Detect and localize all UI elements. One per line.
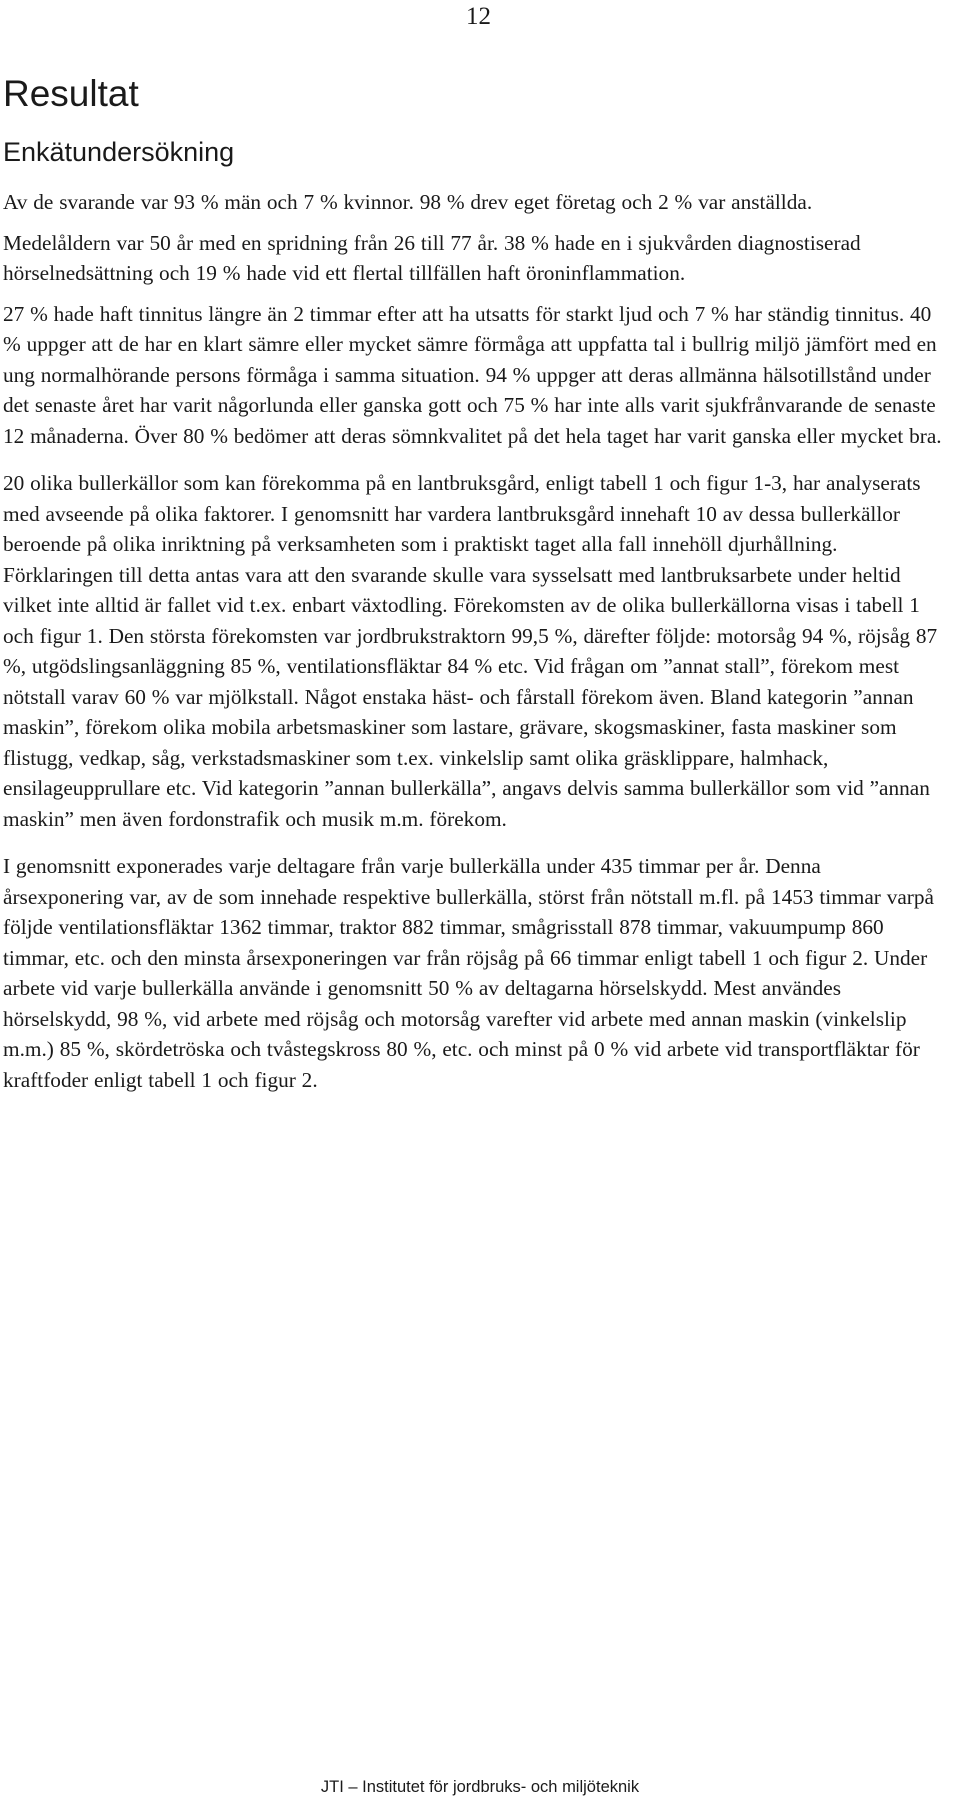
document-body [3,72,943,1095]
paragraph-age-hearing: Medelåldern var 50 år med en spridning från 26 till 77 år. 38 % hade en i sjukvården diagnostiserad hörselnedsättning och 19 % hade vid ett flertal tillfällen haft öroninflammation. [3,230,861,285]
paragraph-respondents: Av de svarande var 93 % män och 7 % kvinnor. 98 % drev eget företag och 2 % var anställda. [3,190,813,214]
page-number: 12 [466,3,491,30]
paragraph-noise-sources: 20 olika bullerkällor som kan förekomma på en lantbruksgård, enligt tabell 1 och figur 1-3, har analyserats med avseende på olika faktorer. I genomsnitt har vardera lantbruksgård innehaft 10 av dessa bullerkällor beroende på olika inriktning på verksamheten som i praktiskt taget alla fall innehöll djurhållning. Förklaringen till detta antas vara att den svarande skulle vara sysselsatt med lantbruksarbete under heltid vilket inte alltid är fallet vid t.ex. enbart växtodling. Förekomsten av de olika bullerkällorna visas i tabell 1 och figur 1. Den största förekomsten var jordbrukstraktorn 99,5 %, därefter följde: motorsåg 94 %, röjsåg 87 %, utgödslingsanläggning 85 %, ventilationsfläktar 84 % etc. Vid frågan om ”annat stall”, förekom mest nötstall varav 60 % var mjölkstall. Något enstaka häst- och fårstall förekom även. Bland kategorin ”annan maskin”, förekom olika mobila arbetsmaskiner som lastare, grävare, skogsmaskiner, fasta maskiner som flistugg, vedkap, såg, verkstadsmaskiner som t.ex. vinkelslip samt olika gräsklippare, halmhack, ensilageupprullare etc. Vid kategorin ”annan bullerkälla”, angavs delvis samma bullerkällor som vid ”annan maskin” men även fordonstrafik och musik m.m. förekom. [3,471,938,831]
page-title: Resultat [3,73,139,114]
page-footer: JTI – Institutet för jordbruks- och miljöteknik [320,1778,640,1796]
section-heading: Enkätundersökning [3,137,235,167]
paragraph-tinnitus-health: 27 % hade haft tinnitus längre än 2 timmar efter att ha utsatts för starkt ljud och 7 % har ständig tinnitus. 40 % uppger att de har en klart sämre eller mycket sämre förmåga att uppfatta tal i bullrig miljö jämfört med en ung normalhörande persons förmåga i samma situation. 94 % uppger att deras allmänna hälsotillstånd under det senaste året har varit någorlunda eller ganska gott och 75 % har inte alls varit sjukfrånvarande de senaste 12 månaderna. Över 80 % bedömer att deras sömnkvalitet på det hela taget har varit ganska eller mycket bra. [3,301,942,448]
paragraph-exposure: I genomsnitt exponerades varje deltagare från varje bullerkälla under 435 timmar per år. Denna årsexponering var, av de som innehade respektive bullerkälla, störst från nötstall m.fl. på 1453 timmar varpå följde ventilationsfläktar 1362 timmar, traktor 882 timmar, smågrisstall 878 timmar, vakuumpump 860 timmar, etc. och den minsta årsexponeringen var från röjsåg på 66 timmar enligt tabell 1 och figur 2. Under arbete vid varje bullerkälla använde i genomsnitt 50 % av deltagarna hörselskydd. Mest användes hörselskydd, 98 %, vid arbete med röjsåg och motorsåg varefter vid arbete med annan maskin (vinkelslip m.m.) 85 %, skördetröska och tvåstegskross 80 %, etc. och minst på 0 % vid arbete vid transportfläktar för kraftfoder enligt tabell 1 och figur 2. [3,854,935,1092]
